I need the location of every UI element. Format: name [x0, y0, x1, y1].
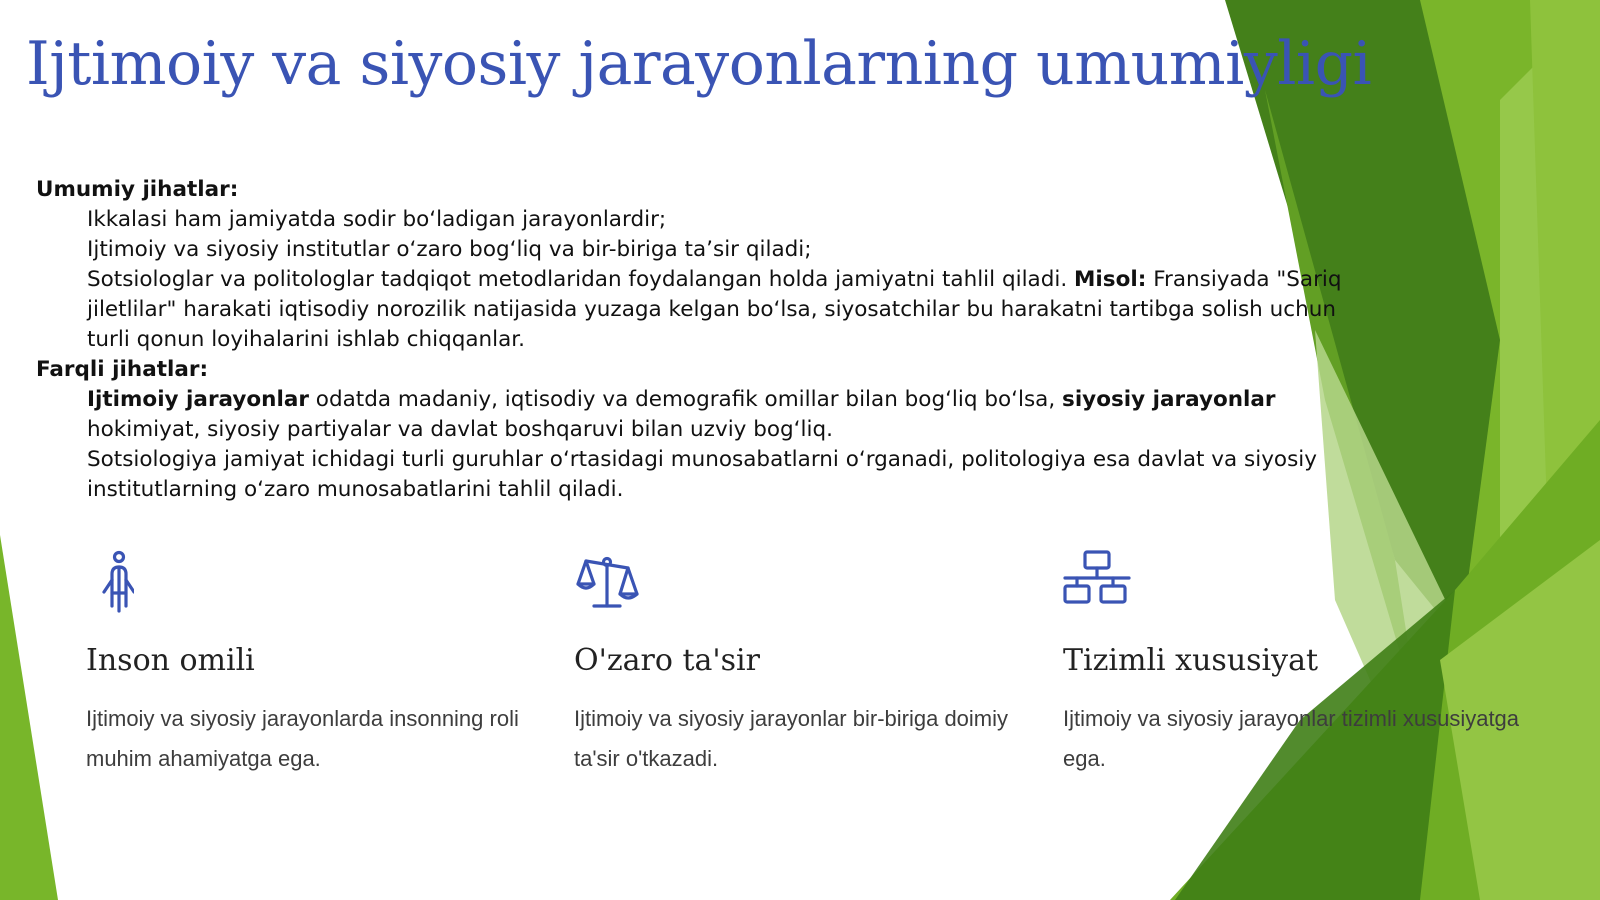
- difference-aspects-heading: Farqli jihatlar:: [36, 357, 209, 382]
- card-title: Inson omili: [86, 643, 255, 678]
- difference-aspect-item: [36, 385, 1346, 445]
- person-icon: [86, 548, 556, 614]
- card-title: O'zaro ta'sir: [574, 643, 760, 678]
- common-aspects-heading: Umumiy jihatlar:: [36, 177, 239, 202]
- scales-icon: [574, 548, 1044, 614]
- common-aspect-item: Ikkalasi ham jamiyatda sodir bo‘ladigan jarayonlardir;: [87, 207, 667, 232]
- common-aspect-item-with-example: [36, 265, 1346, 355]
- common-aspect-item-text: Sotsiologlar va politologlar tadqiqot metodlaridan foydalangan holda jamiyatni tahlil qiladi.: [87, 267, 1075, 292]
- card-text: Ijtimoiy va siyosiy jarayonlar tizimli xususiyatga ega.: [1063, 706, 1520, 771]
- hierarchy-icon: [1063, 548, 1533, 614]
- card-systemic-feature: [1063, 548, 1533, 779]
- difference-text: hokimiyat, siyosiy partiyalar va davlat boshqaruvi bilan uzviy bog‘liq.: [87, 417, 833, 442]
- common-aspect-item: Ijtimoiy va siyosiy institutlar o‘zaro bog‘liq va bir-biriga ta’sir qiladi;: [87, 237, 812, 262]
- card-title: Tizimli xususiyat: [1063, 643, 1319, 678]
- left-green-wedge: [0, 535, 58, 900]
- card-text: Ijtimoiy va siyosiy jarayonlar bir-biriga doimiy ta'sir o'tkazadi.: [574, 706, 1009, 771]
- difference-text: odatda madaniy, iqtisodiy va demografik omillar bilan bog‘liq bo‘lsa,: [308, 387, 1063, 412]
- social-processes-term: Ijtimoiy jarayonlar: [87, 387, 309, 412]
- difference-aspect-item: Sotsiologiya jamiyat ichidagi turli guruhlar o‘rtasidagi munosabatlarni o‘rganadi, politologiya esa davlat va siyosiy institutlarning o‘zaro munosabatlarini tahlil qiladi.: [87, 447, 1317, 502]
- body-text: [36, 175, 1346, 505]
- political-processes-term: siyosiy jarayonlar: [1062, 387, 1276, 412]
- slide-title: Ijtimoiy va siyosiy jarayonlarning umumiyligi: [26, 29, 1372, 99]
- example-text: Fransiyada "Sariq jiletlilar" harakati iqtisodiy norozilik natijasida yuzaga kelgan bo‘lsa, siyosatchilar bu harakatni tartibga solish uchun turli qonun loyihalarini ishlab chiqqanlar.: [87, 267, 1342, 352]
- card-human-factor: [86, 548, 556, 779]
- card-interaction: [574, 548, 1044, 779]
- example-label: Misol:: [1074, 267, 1147, 292]
- card-text: Ijtimoiy va siyosiy jarayonlarda insonning roli muhim ahamiyatga ega.: [86, 706, 519, 771]
